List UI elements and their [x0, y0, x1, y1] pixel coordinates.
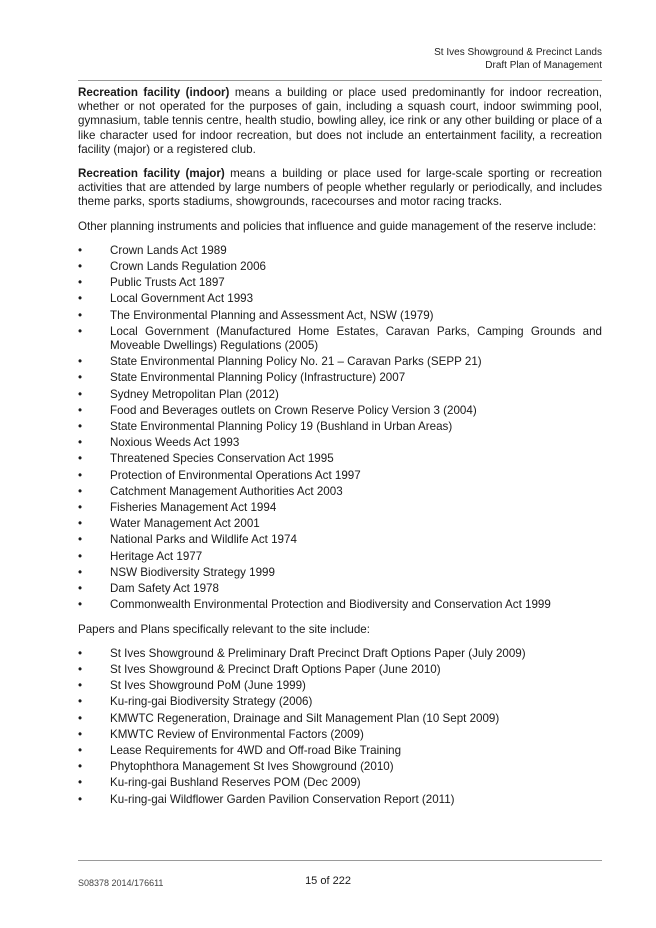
list-item: • State Environmental Planning Policy 19 (Bushland in Urban Areas) [78, 420, 602, 434]
definition-term: Recreation facility (indoor) [78, 86, 230, 99]
list-item: • Local Government (Manufactured Home Estates, Caravan Parks, Camping Grounds and Moveable Dwellings) Regulations (2005) [78, 325, 602, 353]
list-item: • KMWTC Regeneration, Drainage and Silt Management Plan (10 Sept 2009) [78, 712, 602, 726]
list-item: • Fisheries Management Act 1994 [78, 501, 602, 515]
definition-indoor [78, 86, 602, 157]
definition-term: Recreation facility (major) [78, 167, 225, 181]
list-item: • Commonwealth Environmental Protection and Biodiversity and Conservation Act 1999 [78, 598, 602, 612]
list-item: • St Ives Showground & Preliminary Draft Precinct Draft Options Paper (July 2009) [78, 647, 602, 661]
list-item: • Noxious Weeds Act 1993 [78, 436, 602, 450]
list-item: • Public Trusts Act 1897 [78, 276, 602, 290]
list-item: • Sydney Metropolitan Plan (2012) [78, 388, 602, 402]
list-item: • St Ives Showground & Precinct Draft Options Paper (June 2010) [78, 663, 602, 677]
list-item: • Phytophthora Management St Ives Showground (2010) [78, 760, 602, 774]
footer-divider [78, 860, 602, 861]
page-header [434, 46, 602, 72]
papers-intro: Papers and Plans specifically relevant to the site include: [78, 622, 370, 636]
definition-major [78, 167, 602, 210]
header-line-2: Draft Plan of Management [485, 60, 602, 71]
page-content [78, 86, 602, 817]
list-item: • National Parks and Wildlife Act 1974 [78, 533, 602, 547]
list-item: • Water Management Act 2001 [78, 517, 602, 531]
list-item: • St Ives Showground PoM (June 1999) [78, 679, 602, 693]
document-reference: S08378 2014/176611 [78, 878, 164, 888]
papers-list [78, 647, 602, 807]
list-item: • State Environmental Planning Policy (Infrastructure) 2007 [78, 371, 602, 385]
header-line-1: St Ives Showground & Precinct Lands [434, 47, 602, 58]
instruments-list [78, 244, 602, 613]
definition-text: means a building or place used for large-scale sporting or recreation activities that are attended by large numbers of people whether regularly or periodically, and includes theme parks, sports stadiums, showgrounds, racecourses and motor racing tracks. [78, 167, 602, 209]
list-item: • Local Government Act 1993 [78, 292, 602, 306]
list-item: • State Environmental Planning Policy No. 21 – Caravan Parks (SEPP 21) [78, 355, 602, 369]
list-item: • Crown Lands Act 1989 [78, 244, 602, 258]
list-item: • Crown Lands Regulation 2006 [78, 260, 602, 274]
list-item: • Catchment Management Authorities Act 2003 [78, 485, 602, 499]
list-item: • Dam Safety Act 1978 [78, 582, 602, 596]
list-item: • Lease Requirements for 4WD and Off-road Bike Training [78, 744, 602, 758]
definition-text: means a building or place used predominantly for indoor recreation, whether or not operated for the purposes of gain, including a squash court, indoor swimming pool, gymnasium, table tennis centre, health studio, bowling alley, ice rink or any other building or place of a like character used for indoor recreation, but does not include an entertainment facility, a recreation facility (major) or a registered club. [78, 86, 602, 156]
list-item: • Ku-ring-gai Wildflower Garden Pavilion Conservation Report (2011) [78, 793, 602, 807]
list-item: • Food and Beverages outlets on Crown Reserve Policy Version 3 (2004) [78, 404, 602, 418]
list-item: • Ku-ring-gai Bushland Reserves POM (Dec 2009) [78, 776, 602, 790]
list-item: • Threatened Species Conservation Act 1995 [78, 452, 602, 466]
list-item: • The Environmental Planning and Assessment Act, NSW (1979) [78, 309, 602, 323]
page-number: 15 of 222 [305, 875, 351, 887]
list-item: • NSW Biodiversity Strategy 1999 [78, 566, 602, 580]
list-item: • Protection of Environmental Operations Act 1997 [78, 469, 602, 483]
list-item: • Ku-ring-gai Biodiversity Strategy (2006) [78, 695, 602, 709]
header-divider [78, 80, 602, 81]
instruments-intro: Other planning instruments and policies that influence and guide management of the reserve include: [78, 219, 597, 233]
list-item: • KMWTC Review of Environmental Factors (2009) [78, 728, 602, 742]
list-item: • Heritage Act 1977 [78, 550, 602, 564]
